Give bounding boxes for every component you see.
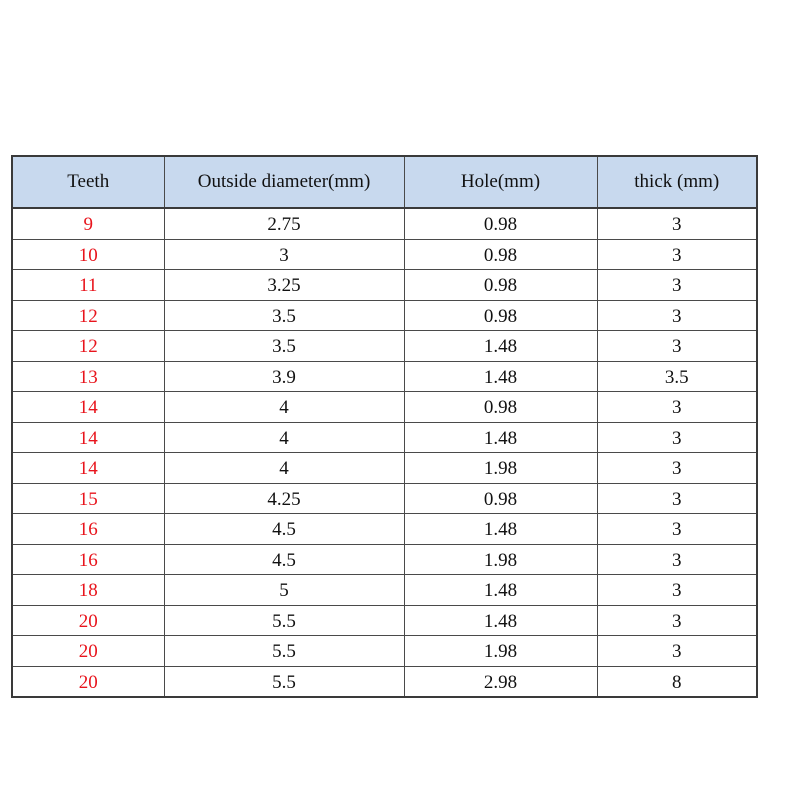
- cell-teeth: 9: [12, 208, 164, 239]
- table-row: [12, 208, 757, 239]
- cell-teeth: 20: [12, 605, 164, 636]
- cell-teeth: 14: [12, 453, 164, 484]
- cell-thick: 3: [597, 270, 757, 301]
- cell-outside-diameter: 5: [164, 575, 404, 606]
- cell-hole: 1.98: [404, 453, 597, 484]
- cell-teeth: 20: [12, 636, 164, 667]
- header-hole: Hole(mm): [404, 156, 597, 208]
- spec-table: [11, 155, 758, 698]
- cell-outside-diameter: 3.25: [164, 270, 404, 301]
- cell-outside-diameter: 4.5: [164, 544, 404, 575]
- cell-outside-diameter: 4: [164, 422, 404, 453]
- table-header: [12, 156, 757, 208]
- cell-teeth: 14: [12, 422, 164, 453]
- cell-hole: 1.48: [404, 361, 597, 392]
- header-row: [12, 156, 757, 208]
- cell-hole: 0.98: [404, 208, 597, 239]
- table-row: [12, 544, 757, 575]
- cell-outside-diameter: 3: [164, 239, 404, 270]
- cell-outside-diameter: 5.5: [164, 636, 404, 667]
- table-body: [12, 208, 757, 697]
- cell-hole: 1.48: [404, 422, 597, 453]
- header-teeth: Teeth: [12, 156, 164, 208]
- header-thick: thick (mm): [597, 156, 757, 208]
- cell-hole: 1.98: [404, 544, 597, 575]
- table-row: [12, 270, 757, 301]
- cell-hole: 0.98: [404, 392, 597, 423]
- table-row: [12, 636, 757, 667]
- cell-hole: 0.98: [404, 300, 597, 331]
- cell-teeth: 16: [12, 514, 164, 545]
- cell-thick: 3: [597, 575, 757, 606]
- cell-outside-diameter: 3.5: [164, 331, 404, 362]
- cell-teeth: 18: [12, 575, 164, 606]
- cell-teeth: 10: [12, 239, 164, 270]
- cell-teeth: 11: [12, 270, 164, 301]
- table-row: [12, 392, 757, 423]
- cell-outside-diameter: 3.5: [164, 300, 404, 331]
- cell-outside-diameter: 4: [164, 453, 404, 484]
- table-row: [12, 239, 757, 270]
- cell-hole: 0.98: [404, 483, 597, 514]
- table-row: [12, 575, 757, 606]
- cell-hole: 1.48: [404, 605, 597, 636]
- cell-thick: 3: [597, 483, 757, 514]
- cell-teeth: 12: [12, 300, 164, 331]
- cell-hole: 0.98: [404, 270, 597, 301]
- cell-thick: 8: [597, 666, 757, 697]
- cell-thick: 3: [597, 422, 757, 453]
- cell-thick: 3: [597, 605, 757, 636]
- cell-teeth: 13: [12, 361, 164, 392]
- cell-thick: 3.5: [597, 361, 757, 392]
- cell-hole: 1.98: [404, 636, 597, 667]
- table-row: [12, 514, 757, 545]
- cell-thick: 3: [597, 208, 757, 239]
- cell-outside-diameter: 2.75: [164, 208, 404, 239]
- cell-thick: 3: [597, 392, 757, 423]
- cell-outside-diameter: 5.5: [164, 605, 404, 636]
- cell-hole: 1.48: [404, 331, 597, 362]
- table-row: [12, 666, 757, 697]
- table-row: [12, 331, 757, 362]
- cell-thick: 3: [597, 300, 757, 331]
- table-row: [12, 300, 757, 331]
- cell-hole: 2.98: [404, 666, 597, 697]
- cell-hole: 0.98: [404, 239, 597, 270]
- cell-hole: 1.48: [404, 575, 597, 606]
- cell-thick: 3: [597, 453, 757, 484]
- table-row: [12, 453, 757, 484]
- cell-thick: 3: [597, 514, 757, 545]
- cell-teeth: 12: [12, 331, 164, 362]
- table-row: [12, 422, 757, 453]
- cell-outside-diameter: 4.25: [164, 483, 404, 514]
- cell-hole: 1.48: [404, 514, 597, 545]
- cell-thick: 3: [597, 636, 757, 667]
- table-row: [12, 605, 757, 636]
- cell-outside-diameter: 4.5: [164, 514, 404, 545]
- cell-teeth: 15: [12, 483, 164, 514]
- cell-outside-diameter: 4: [164, 392, 404, 423]
- cell-teeth: 14: [12, 392, 164, 423]
- header-outside-diameter: Outside diameter(mm): [164, 156, 404, 208]
- cell-outside-diameter: 5.5: [164, 666, 404, 697]
- table-row: [12, 483, 757, 514]
- cell-teeth: 20: [12, 666, 164, 697]
- cell-outside-diameter: 3.9: [164, 361, 404, 392]
- table-row: [12, 361, 757, 392]
- cell-teeth: 16: [12, 544, 164, 575]
- cell-thick: 3: [597, 239, 757, 270]
- cell-thick: 3: [597, 544, 757, 575]
- cell-thick: 3: [597, 331, 757, 362]
